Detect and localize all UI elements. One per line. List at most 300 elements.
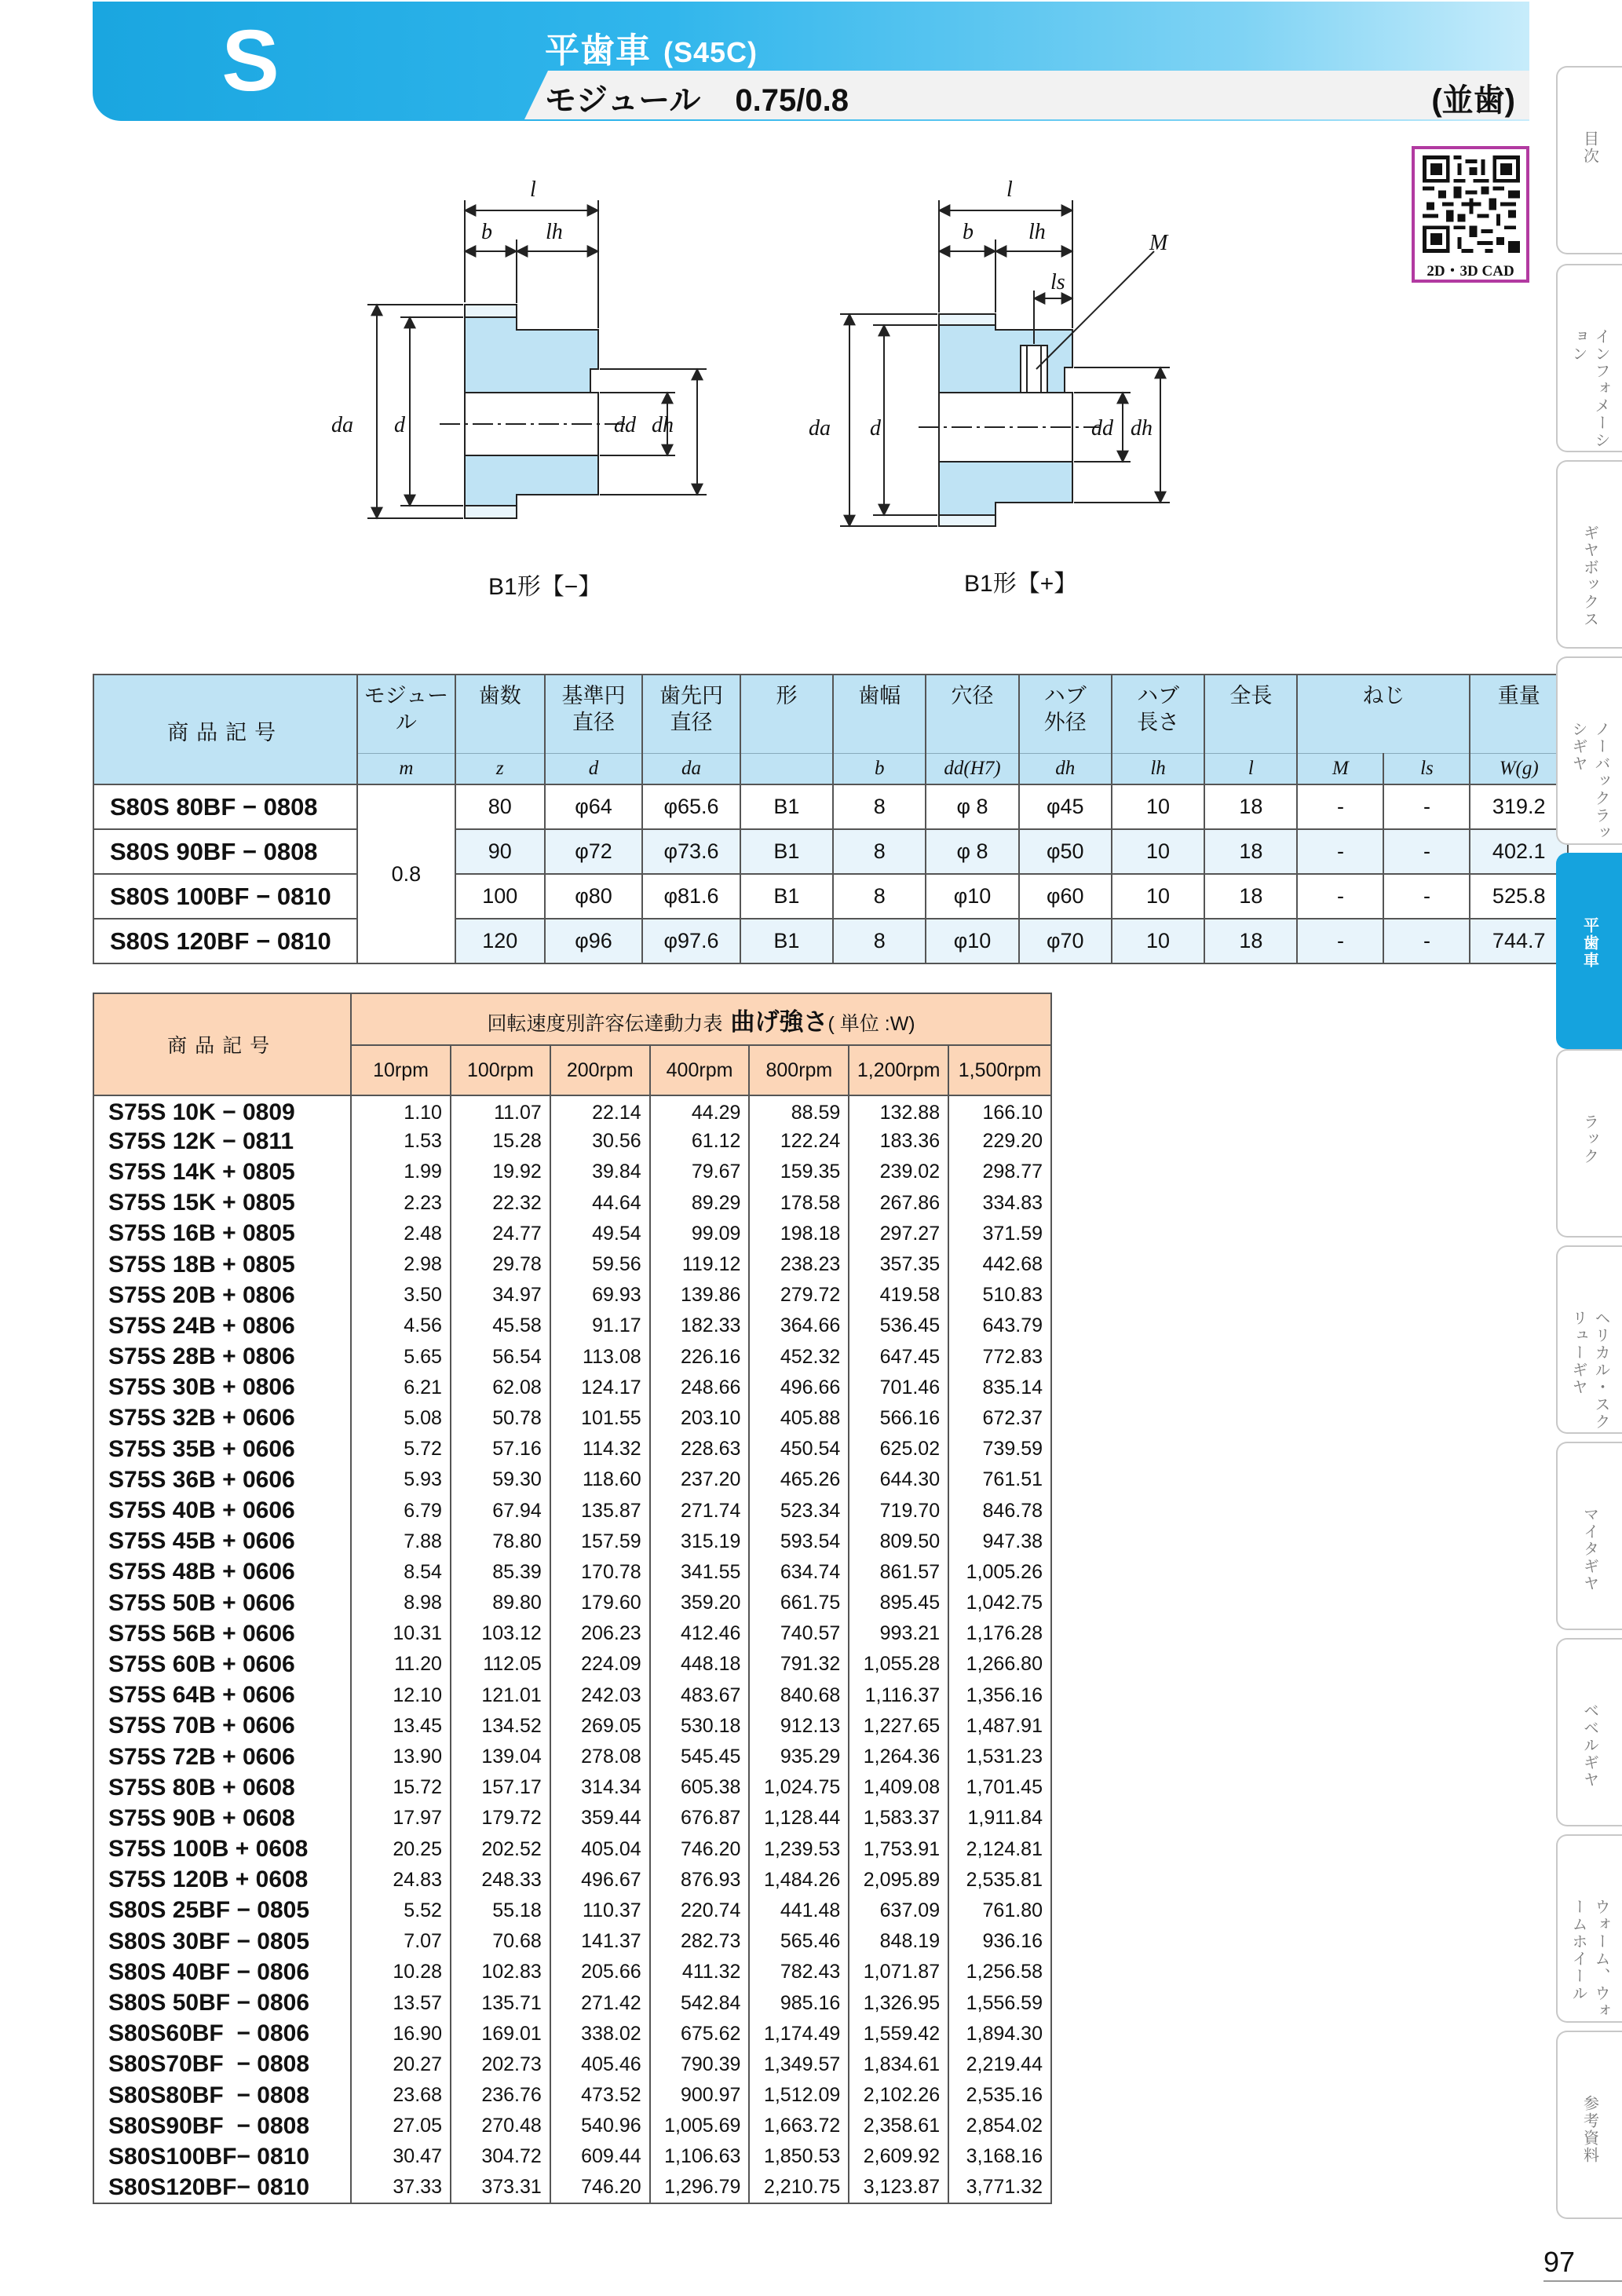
- tooth-type-label: (並歯): [1431, 83, 1515, 118]
- power-cell-value: 220.74: [650, 1896, 750, 1926]
- power-cell-value: 166.10: [948, 1095, 1051, 1126]
- power-cell-value: 16.90: [351, 2019, 451, 2049]
- power-cell-code: S75S 15K + 0805: [93, 1188, 351, 1219]
- drawing-b1-minus: [322, 173, 714, 550]
- power-cell-value: 1,559.42: [849, 2019, 948, 2049]
- power-cell-value: 411.32: [650, 1957, 750, 1987]
- power-cell-value: 198.18: [749, 1219, 849, 1249]
- spec-cell-shape: B1: [740, 829, 833, 874]
- sidebar-tab-label: マイタギヤ: [1580, 1506, 1598, 1592]
- dim-b-label: b: [963, 220, 974, 244]
- power-cell-value: 119.12: [650, 1249, 750, 1280]
- sidebar-tab-label: インフォメーション: [1569, 328, 1609, 449]
- power-row: [93, 1342, 1051, 1373]
- power-cell-code: S75S 18B + 0805: [93, 1249, 351, 1280]
- power-cell-value: 228.63: [650, 1434, 750, 1464]
- power-cell-code: S80S 40BF − 0806: [93, 1957, 351, 1987]
- power-cell-value: 12.10: [351, 1680, 451, 1711]
- power-cell-value: 1,116.37: [849, 1680, 948, 1711]
- power-cell-value: 1,326.95: [849, 1987, 948, 2018]
- power-cell-value: 861.57: [849, 1557, 948, 1588]
- power-cell-value: 248.33: [451, 1865, 550, 1896]
- page-title: 平歯車 (S45C): [545, 31, 758, 70]
- power-cell-value: 3,771.32: [948, 2173, 1051, 2203]
- power-cell-value: 465.26: [749, 1464, 849, 1495]
- spec-cell-d: φ80: [545, 874, 643, 919]
- power-cell-value: 118.60: [550, 1464, 650, 1495]
- power-cell-value: 1,484.26: [749, 1865, 849, 1896]
- power-cell-value: 566.16: [849, 1403, 948, 1434]
- sidebar-tab[interactable]: [1556, 460, 1622, 649]
- power-cell-value: 1,487.91: [948, 1711, 1051, 1742]
- cad-qr-link[interactable]: [1412, 146, 1529, 283]
- power-cell-value: 91.17: [550, 1311, 650, 1341]
- power-row: [93, 2141, 1051, 2172]
- power-cell-value: 371.59: [948, 1219, 1051, 1249]
- sidebar-tab-label: ラック: [1580, 1113, 1598, 1165]
- module-values: 0.75/0.8: [735, 83, 849, 118]
- sidebar-tab[interactable]: [1556, 656, 1622, 845]
- sidebar-tab[interactable]: [1556, 1638, 1622, 1826]
- power-cell-value: 1,531.23: [948, 1742, 1051, 1772]
- power-cell-value: 10.31: [351, 1618, 451, 1649]
- power-cell-value: 44.29: [650, 1095, 750, 1126]
- spec-cell-code: S80S 100BF − 0810: [93, 874, 357, 919]
- power-cell-value: 1,005.26: [948, 1557, 1051, 1588]
- power-cell-value: 37.33: [351, 2173, 451, 2203]
- power-cell-value: 947.38: [948, 1526, 1051, 1557]
- spec-cell-b: 8: [833, 874, 926, 919]
- drawing-b1-plus: [801, 173, 1225, 550]
- spec-cell-b: 8: [833, 829, 926, 874]
- power-cell-value: 2,535.81: [948, 1865, 1051, 1896]
- power-cell-value: 298.77: [948, 1157, 1051, 1187]
- spec-cell-M: -: [1297, 919, 1383, 963]
- dim-dd-label: dd: [1091, 416, 1113, 441]
- sidebar-tab-label: ヘリカル・スクリューギヤ: [1569, 1310, 1609, 1431]
- dim-d-label: d: [394, 413, 405, 437]
- power-row: [93, 1742, 1051, 1772]
- power-cell-value: 605.38: [650, 1772, 750, 1803]
- power-row: [93, 2173, 1051, 2203]
- spec-cell-z: 80: [455, 784, 545, 829]
- power-col-speed: 1,200rpm: [849, 1045, 948, 1095]
- power-cell-code: S75S 48B + 0606: [93, 1557, 351, 1588]
- power-cell-code: S75S 32B + 0606: [93, 1403, 351, 1434]
- power-cell-value: 510.83: [948, 1280, 1051, 1311]
- power-cell-value: 1,512.09: [749, 2080, 849, 2111]
- power-cell-value: 675.62: [650, 2019, 750, 2049]
- col-total-len: 全長: [1204, 675, 1297, 753]
- power-cell-value: 267.86: [849, 1188, 948, 1219]
- power-cell-value: 271.42: [550, 1987, 650, 2018]
- sym-m: m: [357, 753, 455, 784]
- power-cell-value: 2,210.75: [749, 2173, 849, 2203]
- power-cell-value: 647.45: [849, 1342, 948, 1373]
- power-cell-value: 1,106.63: [650, 2141, 750, 2172]
- sidebar-tab[interactable]: [1556, 1834, 1622, 2023]
- spec-cell-dd: φ 8: [926, 784, 1018, 829]
- power-cell-value: 1,005.69: [650, 2111, 750, 2141]
- spec-cell-M: -: [1297, 874, 1383, 919]
- power-row: [93, 1896, 1051, 1926]
- spec-cell-lh: 10: [1112, 874, 1204, 919]
- power-cell-code: S75S 10K − 0809: [93, 1095, 351, 1126]
- power-row: [93, 2049, 1051, 2080]
- dim-lh-label: lh: [546, 220, 563, 244]
- power-cell-value: 809.50: [849, 1526, 948, 1557]
- power-cell-value: 39.84: [550, 1157, 650, 1187]
- spec-cell-code: S80S 80BF − 0808: [93, 784, 357, 829]
- power-cell-value: 34.97: [451, 1280, 550, 1311]
- power-row: [93, 1157, 1051, 1187]
- power-cell-value: 373.31: [451, 2173, 550, 2203]
- module-subtitle: モジュール 0.75/0.8: [545, 83, 849, 118]
- sym-dd: dd(H7): [926, 753, 1018, 784]
- power-cell-value: 179.60: [550, 1588, 650, 1618]
- sidebar-tab-label: 参考資料: [1580, 2095, 1598, 2164]
- power-cell-value: 1,894.30: [948, 2019, 1051, 2049]
- sidebar-tab[interactable]: [1556, 1049, 1622, 1238]
- power-cell-value: 135.87: [550, 1495, 650, 1526]
- power-cell-value: 545.45: [650, 1742, 750, 1772]
- power-cell-value: 791.32: [749, 1649, 849, 1680]
- power-cell-value: 170.78: [550, 1557, 650, 1588]
- power-cell-value: 985.16: [749, 1987, 849, 2018]
- power-row: [93, 1772, 1051, 1803]
- power-cell-value: 50.78: [451, 1403, 550, 1434]
- power-cell-value: 496.66: [749, 1373, 849, 1403]
- dim-m-label: M: [1149, 231, 1168, 255]
- dim-d-label: d: [870, 416, 881, 441]
- power-cell-value: 412.46: [650, 1618, 750, 1649]
- power-row: [93, 1987, 1051, 2018]
- col-face-width: 歯幅: [833, 675, 926, 753]
- power-cell-value: 644.30: [849, 1464, 948, 1495]
- col-bore: 穴径: [926, 675, 1018, 753]
- power-cell-code: S75S 45B + 0606: [93, 1526, 351, 1557]
- spec-cell-d: φ96: [545, 919, 643, 963]
- power-cell-value: 85.39: [451, 1557, 550, 1588]
- power-cell-value: 122.24: [749, 1126, 849, 1157]
- dim-da-label: da: [331, 413, 353, 437]
- power-cell-value: 2.98: [351, 1249, 451, 1280]
- spec-cell-dd: φ10: [926, 874, 1018, 919]
- sidebar-tab-label: ウォーム、ウォームホイール: [1569, 1899, 1609, 2020]
- power-row: [93, 1373, 1051, 1403]
- power-cell-code: S75S 12K − 0811: [93, 1126, 351, 1157]
- power-cell-value: 359.44: [550, 1803, 650, 1834]
- col-hub-dia: ハブ 外径: [1019, 675, 1112, 753]
- spec-cell-l: 18: [1204, 919, 1297, 963]
- power-cell-code: S75S 14K + 0805: [93, 1157, 351, 1187]
- power-cell-value: 15.28: [451, 1126, 550, 1157]
- power-cell-value: 89.80: [451, 1588, 550, 1618]
- power-cell-value: 5.08: [351, 1403, 451, 1434]
- power-cell-value: 1,583.37: [849, 1803, 948, 1834]
- spec-cell-ls: -: [1383, 874, 1470, 919]
- power-cell-value: 159.35: [749, 1157, 849, 1187]
- spec-cell-w: 402.1: [1470, 829, 1568, 874]
- spec-row: [93, 784, 1568, 829]
- spec-cell-ls: -: [1383, 919, 1470, 963]
- power-row: [93, 1957, 1051, 1987]
- power-cell-value: 530.18: [650, 1711, 750, 1742]
- power-cell-value: 224.09: [550, 1649, 650, 1680]
- power-cell-value: 183.36: [849, 1126, 948, 1157]
- power-cell-value: 17.97: [351, 1803, 451, 1834]
- spec-cell-ls: -: [1383, 784, 1470, 829]
- power-row: [93, 1680, 1051, 1711]
- spec-cell-module: 0.8: [357, 784, 455, 963]
- power-cell-value: 61.12: [650, 1126, 750, 1157]
- power-cell-value: 103.12: [451, 1618, 550, 1649]
- power-cell-value: 419.58: [849, 1280, 948, 1311]
- sidebar-tab-label: ベベルギヤ: [1580, 1702, 1598, 1789]
- power-cell-value: 483.67: [650, 1680, 750, 1711]
- power-cell-value: 237.20: [650, 1464, 750, 1495]
- power-cell-value: 1.99: [351, 1157, 451, 1187]
- power-cell-value: 297.27: [849, 1219, 948, 1249]
- power-cell-value: 1,174.49: [749, 2019, 849, 2049]
- power-cell-value: 70.68: [451, 1926, 550, 1957]
- power-cell-value: 13.57: [351, 1987, 451, 2018]
- power-cell-value: 4.56: [351, 1311, 451, 1341]
- power-cell-value: 278.08: [550, 1742, 650, 1772]
- power-cell-value: 740.57: [749, 1618, 849, 1649]
- power-cell-value: 450.54: [749, 1434, 849, 1464]
- power-cell-value: 30.47: [351, 2141, 451, 2172]
- sidebar-tab[interactable]: [1556, 1442, 1622, 1630]
- power-cell-code: S75S 60B + 0606: [93, 1649, 351, 1680]
- power-cell-value: 2,854.02: [948, 2111, 1051, 2141]
- spec-cell-da: φ73.6: [642, 829, 740, 874]
- power-col-speed: 400rpm: [650, 1045, 750, 1095]
- spec-row: [93, 829, 1568, 874]
- power-cell-value: 114.32: [550, 1434, 650, 1464]
- power-cell-value: 357.35: [849, 1249, 948, 1280]
- power-cell-value: 169.01: [451, 2019, 550, 2049]
- power-cell-value: 13.90: [351, 1742, 451, 1772]
- spec-cell-M: -: [1297, 829, 1383, 874]
- power-cell-value: 7.07: [351, 1926, 451, 1957]
- power-cell-value: 110.37: [550, 1896, 650, 1926]
- power-row: [93, 1095, 1051, 1126]
- power-row: [93, 1711, 1051, 1742]
- power-cell-value: 496.67: [550, 1865, 650, 1896]
- power-cell-value: 452.32: [749, 1342, 849, 1373]
- sidebar-tab-label: ノーバックラッシギヤ: [1569, 721, 1609, 842]
- power-cell-value: 179.72: [451, 1803, 550, 1834]
- power-cell-value: 314.34: [550, 1772, 650, 1803]
- spec-row: [93, 874, 1568, 919]
- power-cell-value: 78.80: [451, 1526, 550, 1557]
- power-cell-value: 935.29: [749, 1742, 849, 1772]
- power-cell-code: S75S 90B + 0608: [93, 1803, 351, 1834]
- power-cell-code: S80S60BF − 0806: [93, 2019, 351, 2049]
- power-cell-value: 835.14: [948, 1373, 1051, 1403]
- power-cell-value: 102.83: [451, 1957, 550, 1987]
- power-cell-value: 67.94: [451, 1495, 550, 1526]
- power-cell-value: 10.28: [351, 1957, 451, 1987]
- sym-M: M: [1297, 753, 1383, 784]
- page-number-rule: [1543, 2280, 1622, 2282]
- power-cell-value: 1,296.79: [650, 2173, 750, 2203]
- power-cell-value: 242.03: [550, 1680, 650, 1711]
- series-letter: S: [221, 13, 279, 109]
- sidebar-tab[interactable]: [1556, 1245, 1622, 1434]
- power-cell-value: 6.21: [351, 1373, 451, 1403]
- power-cell-value: 8.98: [351, 1588, 451, 1618]
- spec-cell-dh: φ50: [1019, 829, 1112, 874]
- power-cell-value: 2,609.92: [849, 2141, 948, 2172]
- power-cell-value: 672.37: [948, 1403, 1051, 1434]
- power-cell-value: 540.96: [550, 2111, 650, 2141]
- spec-cell-w: 319.2: [1470, 784, 1568, 829]
- spec-cell-dd: φ10: [926, 919, 1018, 963]
- spec-cell-z: 100: [455, 874, 545, 919]
- power-cell-value: 59.56: [550, 1249, 650, 1280]
- power-cell-value: 24.83: [351, 1865, 451, 1896]
- spec-cell-lh: 10: [1112, 784, 1204, 829]
- power-row: [93, 1926, 1051, 1957]
- col-weight: 重量: [1470, 675, 1568, 753]
- power-cell-code: S75S 72B + 0606: [93, 1742, 351, 1772]
- power-cell-value: 338.02: [550, 2019, 650, 2049]
- power-cell-value: 761.80: [948, 1896, 1051, 1926]
- sym-l: l: [1204, 753, 1297, 784]
- power-cell-value: 746.20: [650, 1834, 750, 1865]
- spec-cell-w: 744.7: [1470, 919, 1568, 963]
- power-cell-value: 248.66: [650, 1373, 750, 1403]
- power-cell-value: 1,266.80: [948, 1649, 1051, 1680]
- qr-code-icon: [1423, 155, 1520, 253]
- power-cell-value: 226.16: [650, 1342, 750, 1373]
- power-cell-value: 202.73: [451, 2049, 550, 2080]
- col-module: モジュール: [357, 675, 455, 753]
- dim-dd-label: dd: [614, 413, 636, 437]
- col-hub-len: ハブ 長さ: [1112, 675, 1204, 753]
- spec-cell-da: φ81.6: [642, 874, 740, 919]
- power-cell-value: 182.33: [650, 1311, 750, 1341]
- power-cell-value: 746.20: [550, 2173, 650, 2203]
- power-cell-value: 23.68: [351, 2080, 451, 2111]
- power-cell-value: 2,535.16: [948, 2080, 1051, 2111]
- power-cell-value: 55.18: [451, 1896, 550, 1926]
- dim-lh-label: lh: [1028, 220, 1046, 244]
- spec-cell-M: -: [1297, 784, 1383, 829]
- spec-cell-code: S80S 120BF − 0810: [93, 919, 357, 963]
- power-cell-value: 29.78: [451, 1249, 550, 1280]
- spec-cell-b: 8: [833, 784, 926, 829]
- power-cell-value: 936.16: [948, 1926, 1051, 1957]
- power-cell-value: 89.29: [650, 1188, 750, 1219]
- drawing-caption-minus: B1形【−】: [488, 574, 602, 600]
- power-cell-code: S80S90BF − 0808: [93, 2111, 351, 2141]
- power-cell-value: 315.19: [650, 1526, 750, 1557]
- power-cell-value: 45.58: [451, 1311, 550, 1341]
- sidebar-tab[interactable]: [1556, 66, 1622, 254]
- power-cell-value: 609.44: [550, 2141, 650, 2172]
- power-cell-value: 405.46: [550, 2049, 650, 2080]
- spec-cell-da: φ65.6: [642, 784, 740, 829]
- power-col-speed: 100rpm: [451, 1045, 550, 1095]
- power-cell-value: 20.25: [351, 1834, 451, 1865]
- spec-cell-shape: B1: [740, 919, 833, 963]
- dim-b-label: b: [481, 220, 492, 244]
- power-row: [93, 1464, 1051, 1495]
- power-cell-value: 203.10: [650, 1403, 750, 1434]
- power-cell-value: 113.08: [550, 1342, 650, 1373]
- power-cell-value: 27.05: [351, 2111, 451, 2141]
- power-cell-value: 634.74: [749, 1557, 849, 1588]
- power-cell-value: 405.04: [550, 1834, 650, 1865]
- power-cell-value: 202.52: [451, 1834, 550, 1865]
- power-col-code: 商品記号: [93, 993, 351, 1095]
- power-cell-code: S80S80BF − 0808: [93, 2080, 351, 2111]
- power-cell-value: 442.68: [948, 1249, 1051, 1280]
- power-cell-code: S75S 35B + 0606: [93, 1434, 351, 1464]
- power-cell-value: 565.46: [749, 1926, 849, 1957]
- power-cell-value: 1,409.08: [849, 1772, 948, 1803]
- spec-cell-dh: φ45: [1019, 784, 1112, 829]
- power-cell-value: 7.88: [351, 1526, 451, 1557]
- power-cell-value: 101.55: [550, 1403, 650, 1434]
- sidebar-tab[interactable]: [1556, 853, 1622, 1049]
- power-cell-code: S75S 80B + 0608: [93, 1772, 351, 1803]
- sym-z: z: [455, 753, 545, 784]
- power-col-speed: 800rpm: [749, 1045, 849, 1095]
- power-col-speed: 10rpm: [351, 1045, 451, 1095]
- power-cell-code: S75S 28B + 0806: [93, 1342, 351, 1373]
- power-cell-value: 1,128.44: [749, 1803, 849, 1834]
- sidebar-tab-label: 目次: [1580, 130, 1598, 165]
- power-cell-value: 1,349.57: [749, 2049, 849, 2080]
- power-row: [93, 1403, 1051, 1434]
- power-cell-value: 2,219.44: [948, 2049, 1051, 2080]
- sidebar-tab[interactable]: [1556, 2031, 1622, 2219]
- col-screw: ねじ: [1297, 675, 1470, 753]
- sym-shape: [740, 753, 833, 784]
- power-cell-value: 157.17: [451, 1772, 550, 1803]
- power-cell-value: 2,095.89: [849, 1865, 948, 1896]
- power-cell-value: 24.77: [451, 1219, 550, 1249]
- power-cell-code: S80S70BF − 0808: [93, 2049, 351, 2080]
- power-cell-value: 270.48: [451, 2111, 550, 2141]
- power-cell-code: S75S 56B + 0606: [93, 1618, 351, 1649]
- power-cell-code: S75S 36B + 0606: [93, 1464, 351, 1495]
- power-row: [93, 1649, 1051, 1680]
- sidebar-tab-label: ギヤボックス: [1580, 525, 1598, 628]
- power-cell-value: 99.09: [650, 1219, 750, 1249]
- power-cell-value: 2,358.61: [849, 2111, 948, 2141]
- power-cell-value: 157.59: [550, 1526, 650, 1557]
- power-cell-value: 643.79: [948, 1311, 1051, 1341]
- material-label: (S45C): [663, 36, 758, 68]
- power-cell-value: 1,356.16: [948, 1680, 1051, 1711]
- spec-table: [93, 674, 1569, 964]
- power-cell-value: 269.05: [550, 1711, 650, 1742]
- dim-da-label: da: [809, 416, 831, 441]
- power-cell-code: S80S120BF− 0810: [93, 2173, 351, 2203]
- sidebar-tab[interactable]: [1556, 264, 1622, 452]
- power-cell-value: 593.54: [749, 1526, 849, 1557]
- power-cell-value: 625.02: [849, 1434, 948, 1464]
- power-cell-value: 238.23: [749, 1249, 849, 1280]
- power-cell-value: 542.84: [650, 1987, 750, 2018]
- power-cell-code: S75S 30B + 0806: [93, 1373, 351, 1403]
- power-cell-value: 739.59: [948, 1434, 1051, 1464]
